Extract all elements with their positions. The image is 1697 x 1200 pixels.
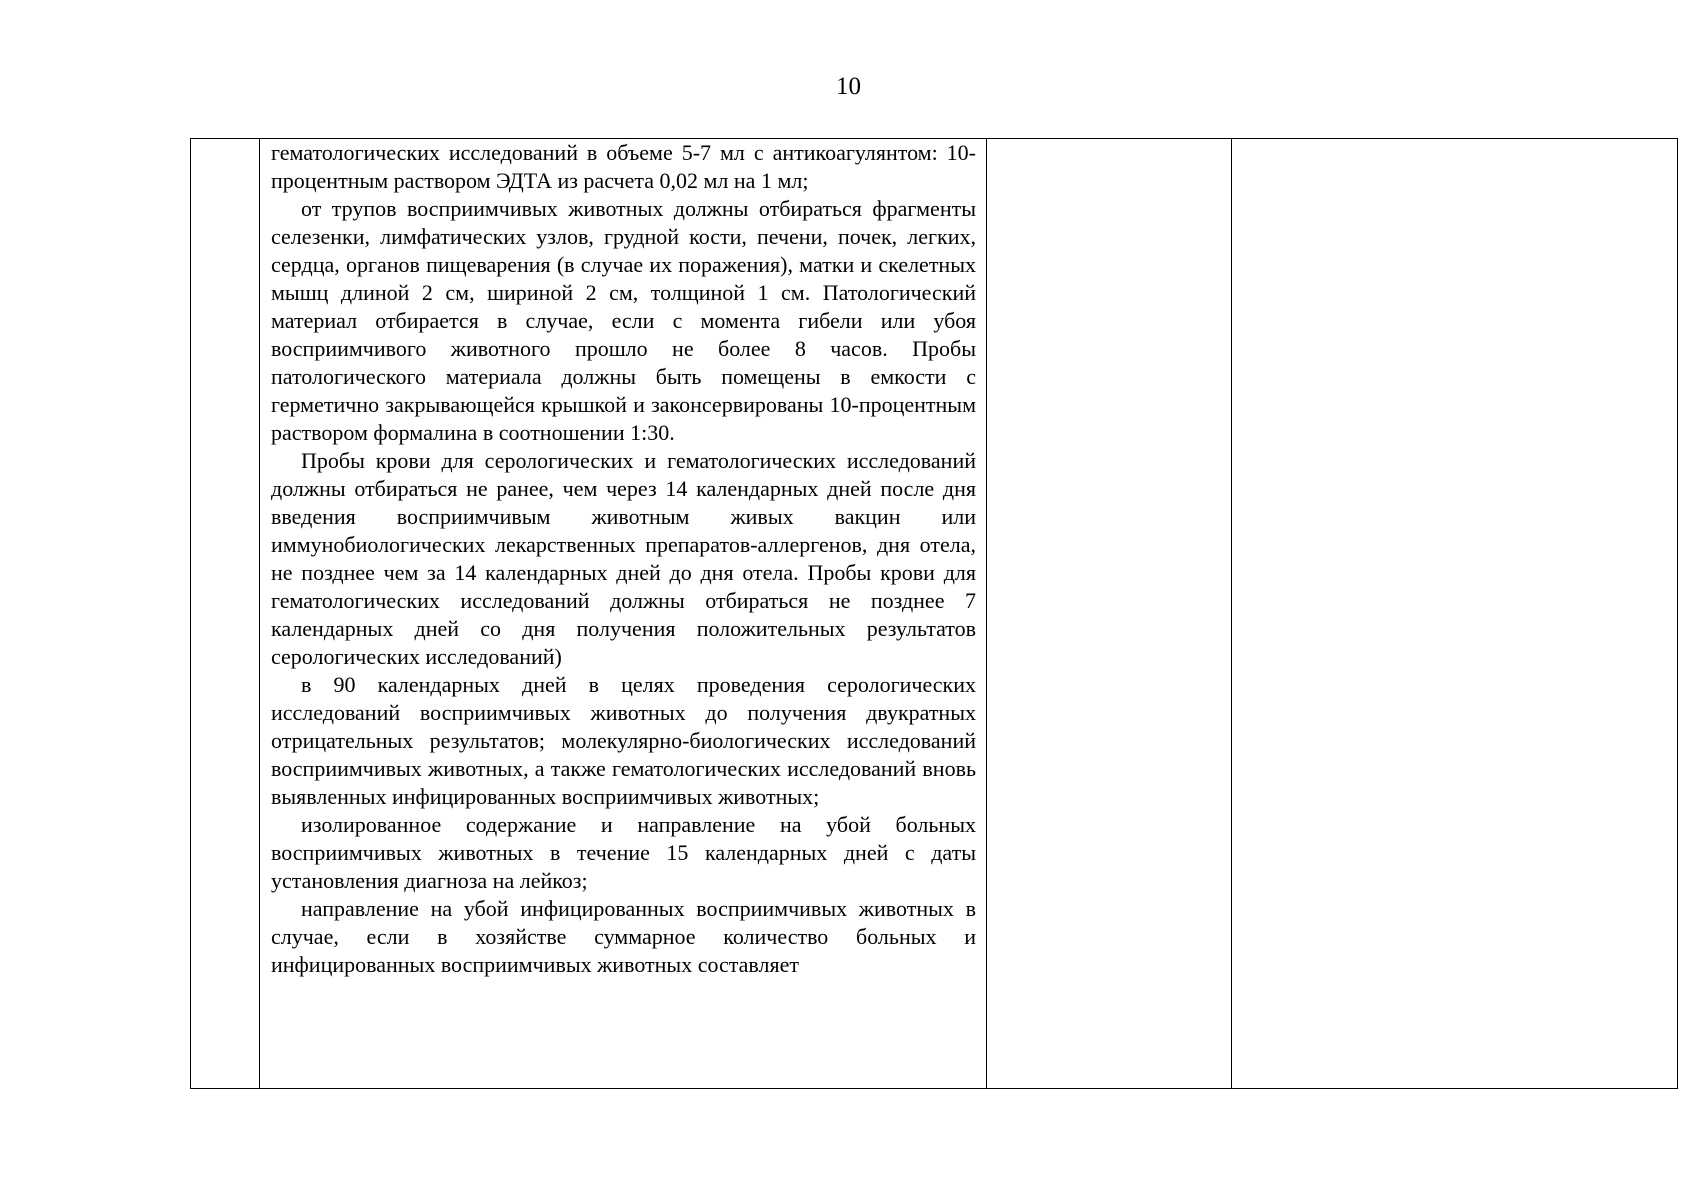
paragraph-6: направление на убой инфицированных восприимчивых животных в случае, если в хозяйстве суммарное количество больных и инфицированных восприимчивых животных составляет [271, 896, 976, 977]
paragraph-5: изолированное содержание и направление на убой больных восприимчивых животных в течение 15 календарных дней с даты установления диагноза на лейкоз; [271, 812, 976, 893]
document-table [190, 138, 1678, 1089]
page-number: 10 [836, 73, 861, 100]
table-cell-responsible [1232, 139, 1678, 1089]
table-cell-measures [260, 139, 987, 1089]
paragraph-3: Пробы крови для серологических и гематологических исследований должны отбираться не ранее, чем через 14 календарных дней после дня введения восприимчивым животным живых вакцин или иммунобиологических лекарственных препаратов-аллергенов, дня отела, не позднее чем за 14 календарных дней до дня отела. Пробы крови для гематологических исследований должны отбираться не позднее 7 календарных дней со дня получения положительных результатов серологических исследований) [271, 448, 976, 669]
paragraph-2: от трупов восприимчивых животных должны отбираться фрагменты селезенки, лимфатических узлов, грудной кости, печени, почек, легких, сердца, органов пищеварения (в случае их поражения), матки и скелетных мышц длиной 2 см, шириной 2 см, толщиной 1 см. Патологический материал отбирается в случае, если с момента гибели или убоя восприимчивого животного прошло не более 8 часов. Пробы патологического материала должны быть помещены в емкости с герметично закрывающейся крышкой и законсервированы 10-процентным раствором формалина в соотношении 1:30. [271, 196, 976, 445]
paragraph-4: в 90 календарных дней в целях проведения серологических исследований восприимчивых животных до получения двукратных отрицательных результатов; молекулярно-биологических исследований восприимчивых животных, а также гематологических исследований вновь выявленных инфицированных восприимчивых животных; [271, 672, 976, 809]
table-cell-deadline [987, 139, 1232, 1089]
table-row [191, 139, 1678, 1089]
paragraph-1: гематологических исследований в объеме 5-7 мл с антикоагулянтом: 10-процентным раствором ЭДТА из расчета 0,02 мл на 1 мл; [271, 140, 976, 193]
table-cell-number [191, 139, 260, 1089]
